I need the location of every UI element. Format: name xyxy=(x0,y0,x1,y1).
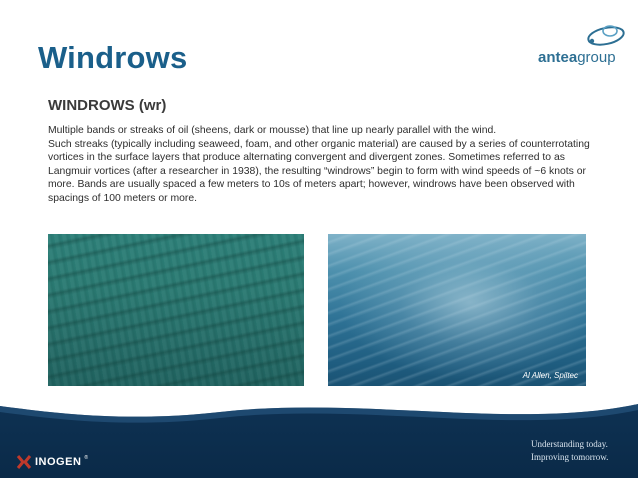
slide-title: Windrows xyxy=(38,40,188,75)
photo-credit: Al Allen, Spiltec xyxy=(522,371,578,380)
logo-brand-sub: group xyxy=(577,49,616,66)
inogen-logo xyxy=(16,452,88,472)
description-paragraph-2: Such streaks (typically including seaweed, foam, and other organic material) are caused by a series of counterrotating vortices in the surface layers that produce alternating convergent and divergent zones. Sometimes referred to as Langmuir vortices (after a researcher in 1938), the resulting “windrows” begin to form with wind speeds of ~6 knots or more. Bands are usually spaced a few meters to 10s of meters apart; however, windrows have been observed with spacings of 100 meters or more. xyxy=(48,138,590,204)
logo-brand-main: antea xyxy=(538,49,578,66)
description-text xyxy=(48,124,608,205)
antea-group-logo xyxy=(538,22,630,72)
section-heading: WINDROWS (wr) xyxy=(48,97,167,114)
footer-tagline xyxy=(531,438,608,464)
inogen-registered-mark: ® xyxy=(84,455,89,461)
windrows-photo-close xyxy=(48,234,304,386)
inogen-wordmark: INOGEN xyxy=(35,456,82,468)
inogen-x-icon xyxy=(16,454,32,470)
footer-wave-decoration xyxy=(0,390,638,478)
tagline-line-2: Improving tomorrow. xyxy=(531,452,609,462)
windrows-photo-aerial xyxy=(328,234,586,386)
description-paragraph-1: Multiple bands or streaks of oil (sheens, dark or mousse) that line up nearly parallel with the wind. xyxy=(48,125,497,136)
logo-swirl-icon xyxy=(580,22,628,50)
tagline-line-1: Understanding today. xyxy=(531,439,608,449)
footer-band xyxy=(0,390,638,478)
